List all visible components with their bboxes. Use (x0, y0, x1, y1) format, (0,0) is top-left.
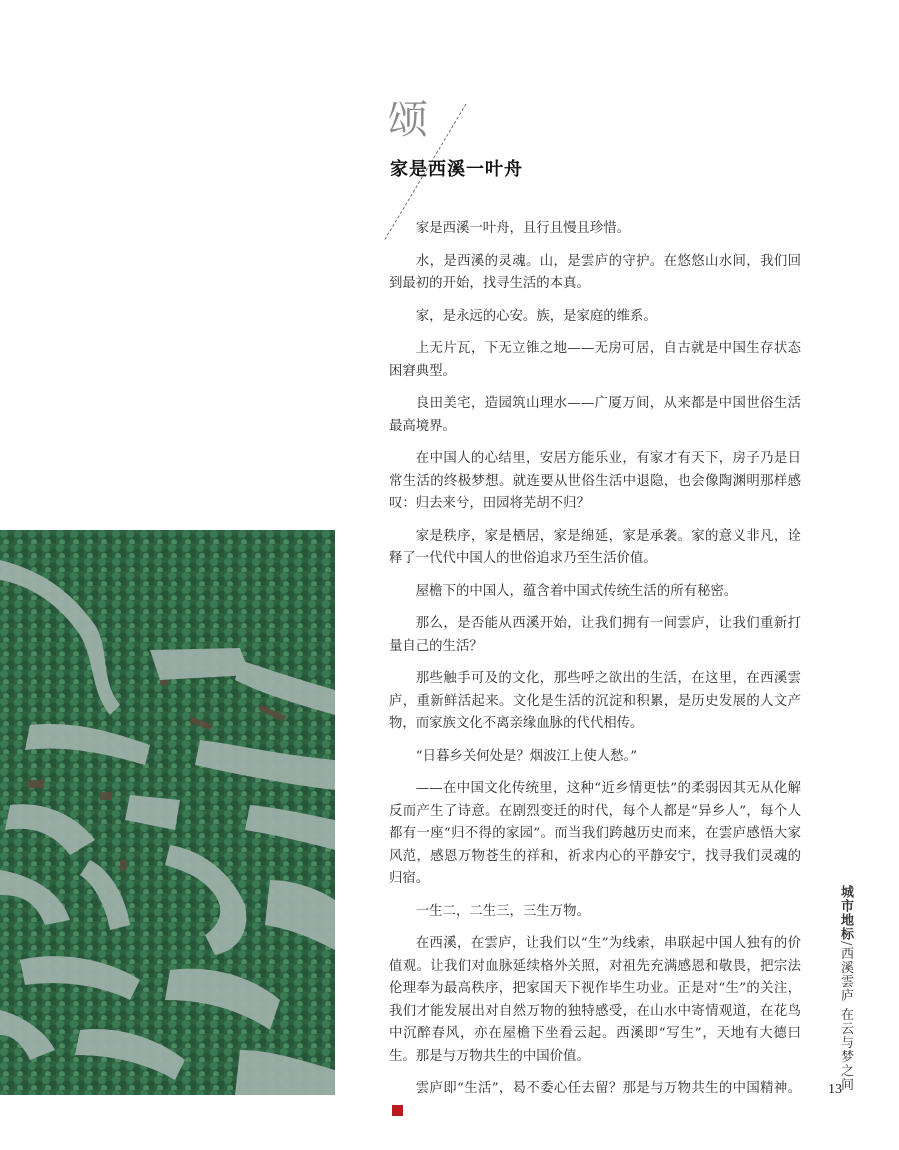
paragraph: 上无片瓦，下无立锥之地——无房可居，自古就是中国生存状态困窘典型。 (389, 341, 801, 379)
paragraph: “日暮乡关何处是？烟波江上使人愁。” (415, 748, 638, 764)
running-header (836, 885, 855, 1092)
forest-canopy-image (0, 530, 335, 1095)
aerial-wetland-photo (0, 530, 335, 1095)
paragraph: ——在中国文化传统里，这种“近乡情更怯”的柔弱因其无从化解反而产生了诗意。在剧烈变迁的时代，每个人都是“异乡人”，每个人都有一座“归不得的家园”。而当我们跨越历史而来，在雲庐感悟大家风范，感恩万物苍生的祥和，祈求内心的平静安宁，找寻我们灵魂的归宿。 (389, 781, 801, 886)
paragraph-final-text: 雲庐即“生活”，曷不委心任去留？那是与万物共生的中国精神。 (415, 1081, 801, 1096)
page-number: 13 (828, 1082, 842, 1097)
section-glyph: 颂 (388, 97, 428, 143)
article-body (389, 218, 801, 1133)
paragraph: 那么，是否能从西溪开始，让我们拥有一间雲庐，让我们重新打量自己的生活？ (389, 616, 801, 654)
section-separator: / (838, 941, 853, 947)
paragraph: 在西溪，在雲庐，让我们以“生”为线索，串联起中国人独有的价值观。让我们对血脉延续格外关照，对祖先充满感恩和敬畏，把宗法伦理奉为最高秩序，把家国天下视作毕生功业。正是对“生”的关注，我们才能发展出对自然万物的独特感受，在山水中寄情观道，在花鸟中沉醉春风，亦在屋檐下坐看云起。西溪即“写生”，天地有大德曰生。那是与万物共生的中国价值。 (389, 936, 801, 1064)
paragraph: 家是秩序，家是栖居，家是绵延，家是承袭。家的意义非凡，诠释了一代代中国人的世俗追求乃至生活价值。 (389, 528, 801, 566)
paragraph: 在中国人的心结里，安居方能乐业，有家才有天下，房子乃是日常生活的终极梦想。就连要从世俗生活中退隐，也会像陶渊明那样感叹：归去来兮，田园将芜胡不归？ (389, 451, 801, 511)
end-mark-icon (392, 1105, 403, 1116)
paragraph: 一生二，二生三，三生万物。 (415, 903, 590, 919)
paragraph: 水，是西溪的灵魂。山，是雲庐的守护。在悠悠山水间，我们回到最初的开始，找寻生活的本真。 (389, 253, 801, 291)
section-name: 城市地标 (838, 885, 853, 941)
paragraph: 家，是永远的心安。族，是家庭的维系。 (415, 308, 657, 324)
paragraph: 家是西溪一叶舟，且行且慢且珍惜。 (415, 221, 631, 236)
article-subtitle: 家是西溪一叶舟 (390, 159, 523, 180)
paragraph: 那些触手可及的文化，那些呼之欲出的生活，在这里，在西溪雲庐，重新鲜活起来。文化是生活的沉淀和积累，是历史发展的人文产物，而家族文化不离亲缘血脉的代代相传。 (389, 671, 801, 731)
paragraph-final (389, 1078, 801, 1123)
magazine-feature-title: 西溪雲庐 在云与梦之间 (838, 946, 853, 1092)
paragraph: 屋檐下的中国人，蕴含着中国式传统生活的所有秘密。 (415, 583, 738, 599)
paragraph: 良田美宅，造园筑山理水——广厦万间，从来都是中国世俗生活最高境界。 (389, 396, 801, 434)
